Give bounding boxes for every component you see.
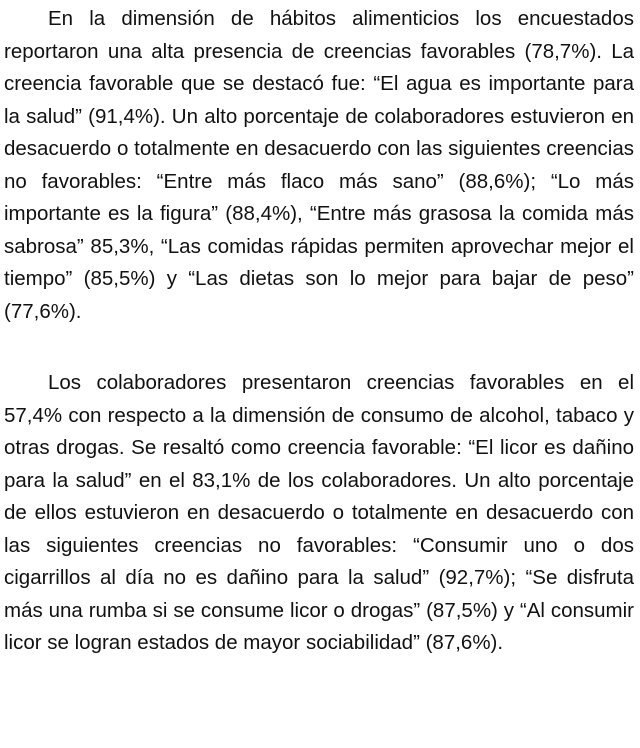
paragraph-habitos-alimenticios: En la dimensión de hábitos alimenticios los encuestados reportaron una alta presencia de creencias favorables (78,7%). La creencia favorable que se destacó fue: “El agua es importante para la salud” (91,4%). Un alto porcentaje de colaboradores estuvieron en desacuerdo o totalmente en desacuerdo con las siguientes creencias no favorables: “Entre más flaco más sano” (88,6%); “Lo más importante es la figura” (88,4%), “Entre más grasosa la comida más sabrosa” 85,3%, “Las comidas rápidas permiten aprovechar mejor el tiempo” (85,5%) y “Las dietas son lo mejor para bajar de peso” (77,6%). xyxy=(4,7,634,323)
paragraph-spacer xyxy=(4,328,634,367)
document-page xyxy=(4,3,634,660)
paragraph-consumo-alcohol-tabaco: Los colaboradores presentaron creencias favorables en el 57,4% con respecto a la dimensión de consumo de alcohol, tabaco y otras drogas. Se resaltó como creencia favorable: “El licor es dañino para la salud” en el 83,1% de los colaboradores. Un alto porcentaje de ellos estuvieron en desacuerdo o totalmente en desacuerdo con las siguientes creencias no favorables: “Consumir uno o dos cigarrillos al día no es dañino para la salud” (92,7%); “Se disfruta más una rumba si se consume licor o drogas” (87,5%) y “Al consumir licor se logran estados de mayor sociabilidad” (87,6%). xyxy=(4,371,634,654)
